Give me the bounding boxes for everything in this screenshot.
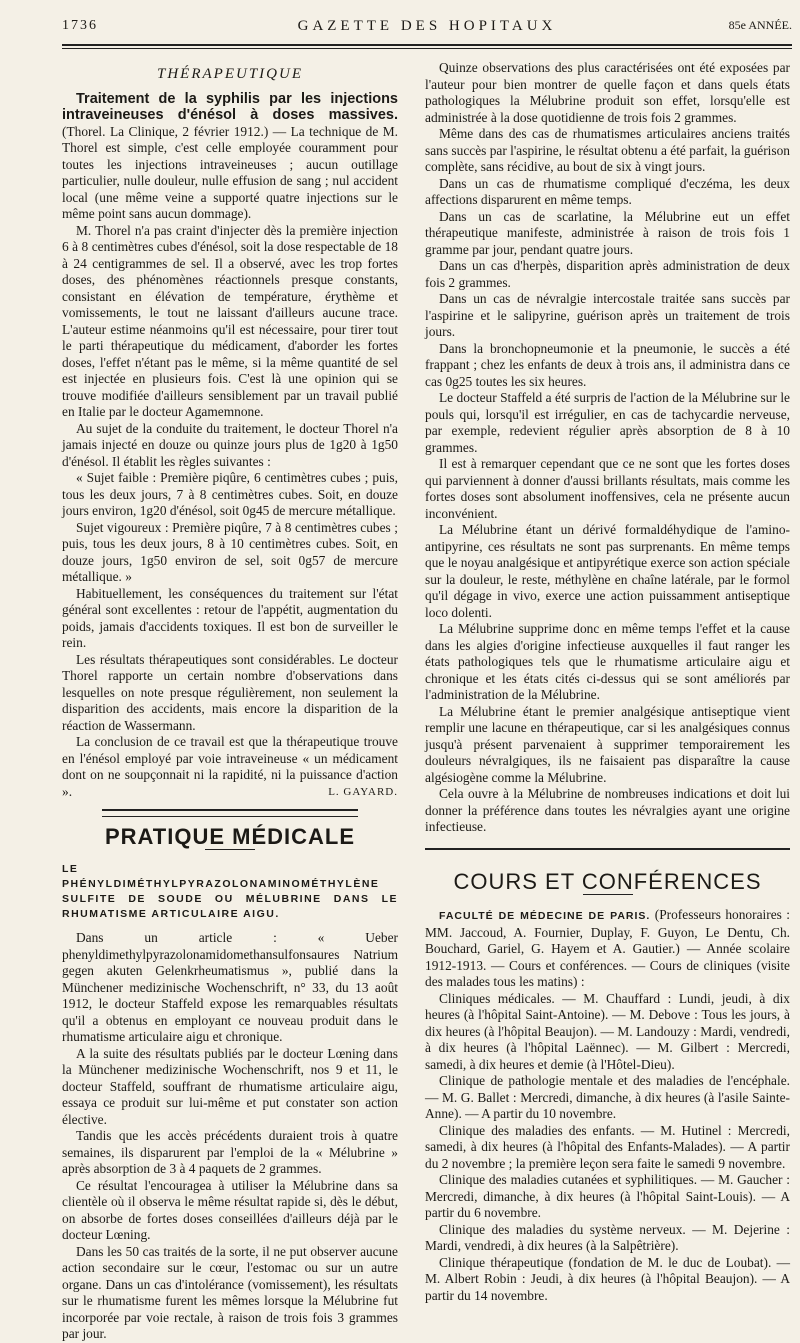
article-paragraph: Dans un article : « Ueber phenyldimethylpyrazolonamidomethansulfonsaures Natrium gegen akuten Gelenkrheumatismus », publié dans la Münchener medizinische Wochenschrift, n° 33, du 13 août 1912, le docteur Staffeld expose les remarquables résultats qu'il a obtenus en employant ce nouveau produit dans le rhumatisme articulaire aigu et chronique. bbox=[62, 930, 398, 1044]
clinic-entry: Clinique thérapeutique (fondation de M. le duc de Loubat). — M. Albert Robin : Jeudi, à dix heures (à l'hôpital Beaujon). — A partir du 14 novembre. bbox=[425, 1254, 790, 1303]
article-paragraph: « Sujet faible : Première piqûre, 6 centimètres cubes ; puis, tous les deux jours, 7 à 8 centimètres cubes. Soit, en douze jours environ, 1g20 d'énésol, soit 0g45 de mercure métallique. bbox=[62, 470, 398, 518]
article-paragraph: Dans un cas de rhumatisme compliqué d'eczéma, les deux affections disparurent en même temps. bbox=[425, 175, 790, 207]
title-underline bbox=[205, 849, 255, 850]
article-paragraph: A la suite des résultats publiés par le docteur Lœning dans la Münchener medizinische Wochenschrift, nos 9 et 11, le docteur Staffeld, souffrant de rhumatisme articulaire aigu, essaya ce produit sur lui-même et put constater son action élective. bbox=[62, 1045, 398, 1127]
section-title-therapeutique: THÉRAPEUTIQUE bbox=[157, 66, 303, 82]
clinic-entry: Clinique de pathologie mentale et des maladies de l'encéphale. — M. G. Ballet : Mercredi, dimanche, à dix heures (à l'asile Sainte-Anne). — A partir du 10 novembre. bbox=[425, 1073, 790, 1121]
faculty-paragraph bbox=[425, 907, 790, 991]
title-underline bbox=[583, 894, 633, 895]
article-paragraph: La Mélubrine supprime donc en même temps l'effet et la cause dans les algies d'origine infectieuse auxquelles il faut ranger les états pathologiques tels que le rhumatisme articulaire aigu et chronique et les états cités ci-dessus qui se sont améliorés par l'administration de la Mélubrine. bbox=[425, 621, 790, 702]
article-paragraph: Même dans des cas de rhumatismes articulaires anciens traités sans succès par l'aspirine, le résultat obtenu a été parfait, la guérison complète, sans récidive, au bout de six à vingt jours. bbox=[425, 126, 790, 174]
article-paragraph: Ce résultat l'encouragea à utiliser la Mélubrine dans sa clientèle où il observa le même résultat rapide si, dès le début, on absorbe de fortes doses conseillées d'ailleurs déjà par le docteur Lœning. bbox=[62, 1177, 398, 1242]
article-paragraph: Dans un cas de scarlatine, la Mélubrine eut un effet thérapeutique manifeste, administrée à raison de trois fois 1 gramme par jour, pendant quatre jours. bbox=[425, 208, 790, 257]
article-paragraph: Tandis que les accès précédents duraient trois à quatre semaines, ils disparurent par l'emploi de la « Mélubrine » après absorption de 3 à 4 paquets de 2 grammes. bbox=[62, 1128, 398, 1176]
issue-label: 85e ANNÉE. bbox=[728, 18, 792, 32]
article-paragraph: Dans la bronchopneumonie et la pneumonie, le succès a été frappant ; chez les enfants de deux à trois ans, il administra dans ce cas 0g25 toutes les six heures. bbox=[425, 340, 790, 389]
page-number: 1736 bbox=[62, 18, 98, 33]
article-paragraph: Dans un cas d'herpès, disparition après administration de deux fois 2 grammes. bbox=[425, 258, 790, 290]
article-paragraph: Dans les 50 cas traités de la sorte, il ne put observer aucune action secondaire sur le cœur, l'estomac ou sur un autre organe. Dans un cas d'intolérance (vomissement), les résultats sur le rhumatisme furent les mêmes lorsque la Mélubrine fut incorporée par voie rectale, à raison de trois fois 3 grammes par jour. bbox=[62, 1243, 398, 1341]
article-paragraph: Les résultats thérapeutiques sont considérables. Le docteur Thorel rapporte un certain nombre d'observations dans lesquelles on note presque régulièrement, non seulement la disparition des accidents, mais encore la disparition de la réaction de Wassermann. bbox=[62, 651, 398, 733]
clinic-entry: Cliniques médicales. — M. Chauffard : Lundi, jeudi, à dix heures (à l'hôpital Saint-Antoine). — M. Debove : Tous les jours, à dix heures (à l'hôpital Beaujon). — M. Landouzy : Mardi, vendredi, à dix heures (à l'hôpital Laënnec). — M. Gilbert : Mercredi, samedi, à dix heures et demie (à l'Hôtel-Dieu). bbox=[425, 990, 790, 1072]
left-column bbox=[62, 60, 398, 1343]
faculty-head: FACULTÉ DE MÉDECINE DE PARIS. bbox=[439, 910, 651, 922]
article-lead bbox=[62, 91, 398, 223]
header-rule-thin bbox=[62, 48, 792, 49]
article-paragraph: Cela ouvre à la Mélubrine de nombreuses indications et doit lui donner la préférence dans toutes les névralgies ayant une origine infectieuse. bbox=[425, 786, 790, 834]
journal-title: GAZETTE DES HOPITAUX bbox=[297, 18, 557, 34]
article-paragraph: La conclusion de ce travail est que la thérapeutique trouve en l'énésol employé par voie intraveineuse « un médicament dont on ne soupçonnait ni la rapidité, ni la puissance d'action ». bbox=[62, 734, 398, 799]
header-rule bbox=[62, 44, 792, 46]
section-title-pratique: PRATIQUE MÉDICALE bbox=[104, 823, 356, 849]
article-paragraph: M. Thorel n'a pas craint d'injecter dès la première injection 6 à 8 centimètres cubes d'énésol, soit la dose respectable de 18 à 24 centigrammes de sel. Il a observé, avec les trop fortes doses, des phénomènes réactionnels presque constants, consistant en élévation de température, érythème et vomissements, le tout ne laissant d'ailleurs aucune trace. L'auteur estime néanmoins qu'il est nécessaire, pour tirer tout le parti thérapeutique du médicament, d'aborder les fortes doses, l'effet n'étant pas le même, si la même quantité de sel est injectée en plusieurs fois. C'est là une opinion qui se trouve modifiée d'ailleurs sensiblement par un travail publié en Italie par le docteur Agamemnone. bbox=[62, 222, 398, 419]
faculty-text: (Professeurs honoraires : MM. Jaccoud, A. Fournier, Duplay, F. Guyon, Le Dentu, Ch. Bouchard, Gariel, G. Hayem et A. Gautier.) — Année scolaire 1912-1913. — Cours et conférences. — Cours de cliniques (visite des malades tous les matins) : bbox=[425, 907, 790, 989]
article-paragraph: Il est à remarquer cependant que ce ne sont que les fortes doses qui parviennent à donner d'aussi brillants résultats, mais comme les fortes doses sont absolument inoffensives, cela ne présente aucun inconvénient. bbox=[425, 456, 790, 521]
clinic-entry: Clinique des maladies des enfants. — M. Hutinel : Mercredi, samedi, à dix heures (à l'hôpital des Enfants-Malades). — A partir du 2 novembre ; la première leçon sera faite le samedi 9 novembre. bbox=[425, 1122, 790, 1171]
article-paragraph: La Mélubrine étant le premier analgésique antiseptique vient remplir une lacune en thérapeutique, car si les analgésiques connus jusqu'à présent parvenaient à supprimer temporairement les douleurs névralgiques, ils ne faisaient pas disparaître la cause algésiogène comme la Mélubrine. bbox=[425, 703, 790, 785]
article-paragraph: Dans un cas de névralgie intercostale traitée sans succès par l'aspirine et le salipyrine, guérison après un traitement de trois jours. bbox=[425, 291, 790, 339]
clinic-entry: Clinique des maladies du système nerveux. — M. Dejerine : Mardi, vendredi, à dix heures (à la Salpêtrière). bbox=[425, 1221, 790, 1253]
article-paragraph: La Mélubrine étant un dérivé formaldéhydique de l'amino-antipyrine, ces résultats ne sont pas surprenants. En même temps que le noyau analgésique et antipyrétique exerce son action spéciale sur la douleur, le reste, méthylène en chaîne latérale, par le formol qu'il dégage in vivo, exerce une action puissamment antiseptique loco dolenti. bbox=[425, 522, 790, 620]
right-column bbox=[425, 60, 790, 1304]
article-source: (Thorel. La Clinique, 2 février 1912.) bbox=[62, 123, 269, 139]
article-title: Traitement de la syphilis par les injections intraveineuses d'énésol à doses massives. bbox=[62, 90, 398, 123]
section-divider bbox=[425, 848, 790, 850]
article-paragraph: Sujet vigoureux : Première piqûre, 7 à 8 centimètres cubes ; puis, tous les deux jours, 8 à 10 centimètres cubes. Soit, en douze jours, 1g50 environ de sel, soit 0g57 de mercure métallique. » bbox=[62, 519, 398, 584]
section-divider bbox=[102, 809, 358, 817]
clinic-entry: Clinique des maladies cutanées et syphilitiques. — M. Gaucher : Mercredi, dimanche, à dix heures (à l'hôpital Saint-Louis). — A partir du 6 novembre. bbox=[425, 1172, 790, 1220]
article-signature: L. GAYARD. bbox=[328, 786, 398, 798]
article-paragraph: Quinze observations des plus caractérisées ont été exposées par l'auteur pour bien montrer de quelle façon et dans quels états pathologiques la Mélubrine produit son effet, lorsqu'elle est administrée à la dose quotidienne de trois fois 2 grammes. bbox=[425, 60, 790, 125]
article-paragraph: — La technique de M. Thorel est simple, c'est celle employée couramment pour toutes les injections intraveineuses ; aucun outillage particulier, nulle douleur, nulle effusion de sang ; nul accident local (une même veine a supporté quatre injections sur le même point sans aucun dommage). bbox=[62, 123, 398, 221]
article-paragraph: Le docteur Staffeld a été surpris de l'action de la Mélubrine sur le pouls qui, lorsqu'il est irrégulier, en cas de tachycardie nerveuse, par exemple, redevient régulier après absorption de 8 à 10 grammes. bbox=[425, 390, 790, 455]
article-subhead: LE PHÉNYLDIMÉTHYLPYRAZOLONAMINOMÉTHYLÈNE SULFITE DE SOUDE OU MÉLUBRINE DANS LE RHUMATISME ARTICULAIRE AIGU. bbox=[62, 863, 398, 920]
section-title-cours: COURS ET CONFÉRENCES bbox=[453, 868, 762, 894]
article-paragraph: Habituellement, les conséquences du traitement sur l'état général sont excellentes : retour de l'appétit, augmentation du poids, jamais d'accidents toxiques. Il est bon de surveiller le rein. bbox=[62, 585, 398, 650]
page-header bbox=[62, 18, 792, 40]
article-paragraph: Au sujet de la conduite du traitement, le docteur Thorel n'a jamais injecté en douze ou quinze jours plus de 1g20 à 1g50 d'énésol. Il établit les règles suivantes : bbox=[62, 420, 398, 469]
